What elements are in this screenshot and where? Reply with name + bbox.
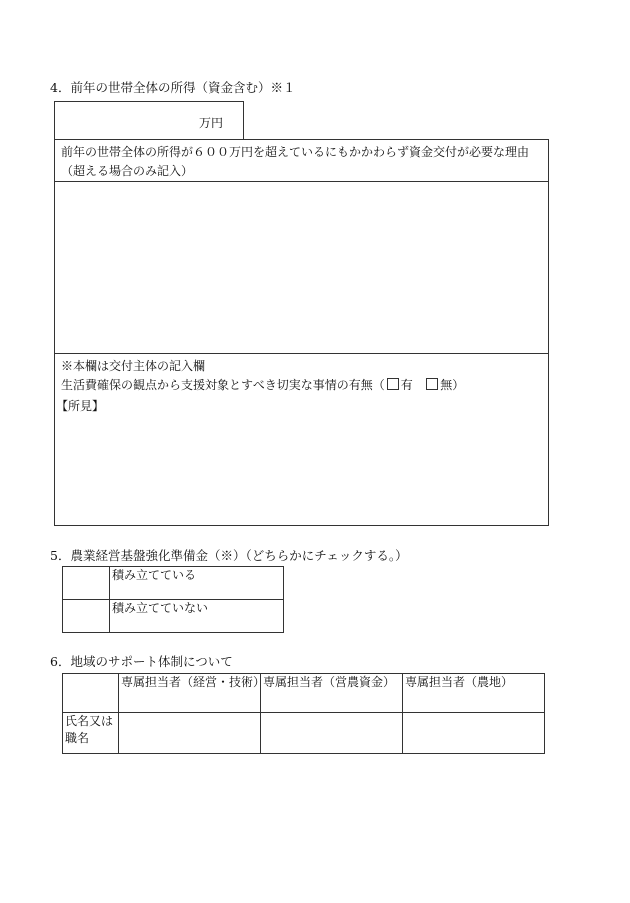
agency-note: ※本欄は交付主体の記入欄 [61,359,206,373]
table-row [63,713,545,754]
divider [54,353,549,354]
check-cell[interactable] [63,600,110,633]
income-input-box[interactable] [54,101,244,140]
table-row [63,567,284,600]
table-row [63,600,284,633]
option-label: 積み立てていない [110,600,284,633]
checkbox-no[interactable] [426,378,438,390]
blank-header-cell [63,674,119,713]
column-header: 専属担当者（経営・技術） [119,674,261,713]
section6-heading: 6．地域のサポート体制について [50,654,233,669]
row-label: 氏名又は職名 [63,713,119,754]
section4-heading: 4．前年の世帯全体の所得（資金含む）※１ [50,80,296,95]
option-yes-label: 有 [400,378,413,392]
name-cell-management[interactable] [119,713,261,754]
table-header-row [63,674,545,713]
column-header: 専属担当者（農地） [403,674,545,713]
name-cell-finance[interactable] [261,713,403,754]
column-header: 専属担当者（営農資金） [261,674,403,713]
name-cell-farmland[interactable] [403,713,545,754]
agency-question-text: 生活費確保の観点から支援対象とすべき切実な事情の有無（ [61,378,385,392]
divider [54,181,549,182]
reason-label: 前年の世帯全体の所得が６００万円を超えているにもかかわらず資金交付が必要な理由（超える場合のみ記入） [61,145,530,178]
check-cell[interactable] [63,567,110,600]
opinion-label: 【所見】 [56,399,105,413]
reserve-check-table [62,566,284,633]
section5-heading: 5．農業経営基盤強化準備金（※）（どちらかにチェックする。） [50,548,408,563]
checkbox-yes[interactable] [387,378,399,390]
reason-textarea[interactable] [58,186,548,352]
agency-question [61,376,464,395]
support-table [62,673,545,754]
income-unit-label: 万円 [198,116,223,130]
option-label: 積み立てている [110,567,284,600]
option-no-label: 無） [440,378,465,392]
